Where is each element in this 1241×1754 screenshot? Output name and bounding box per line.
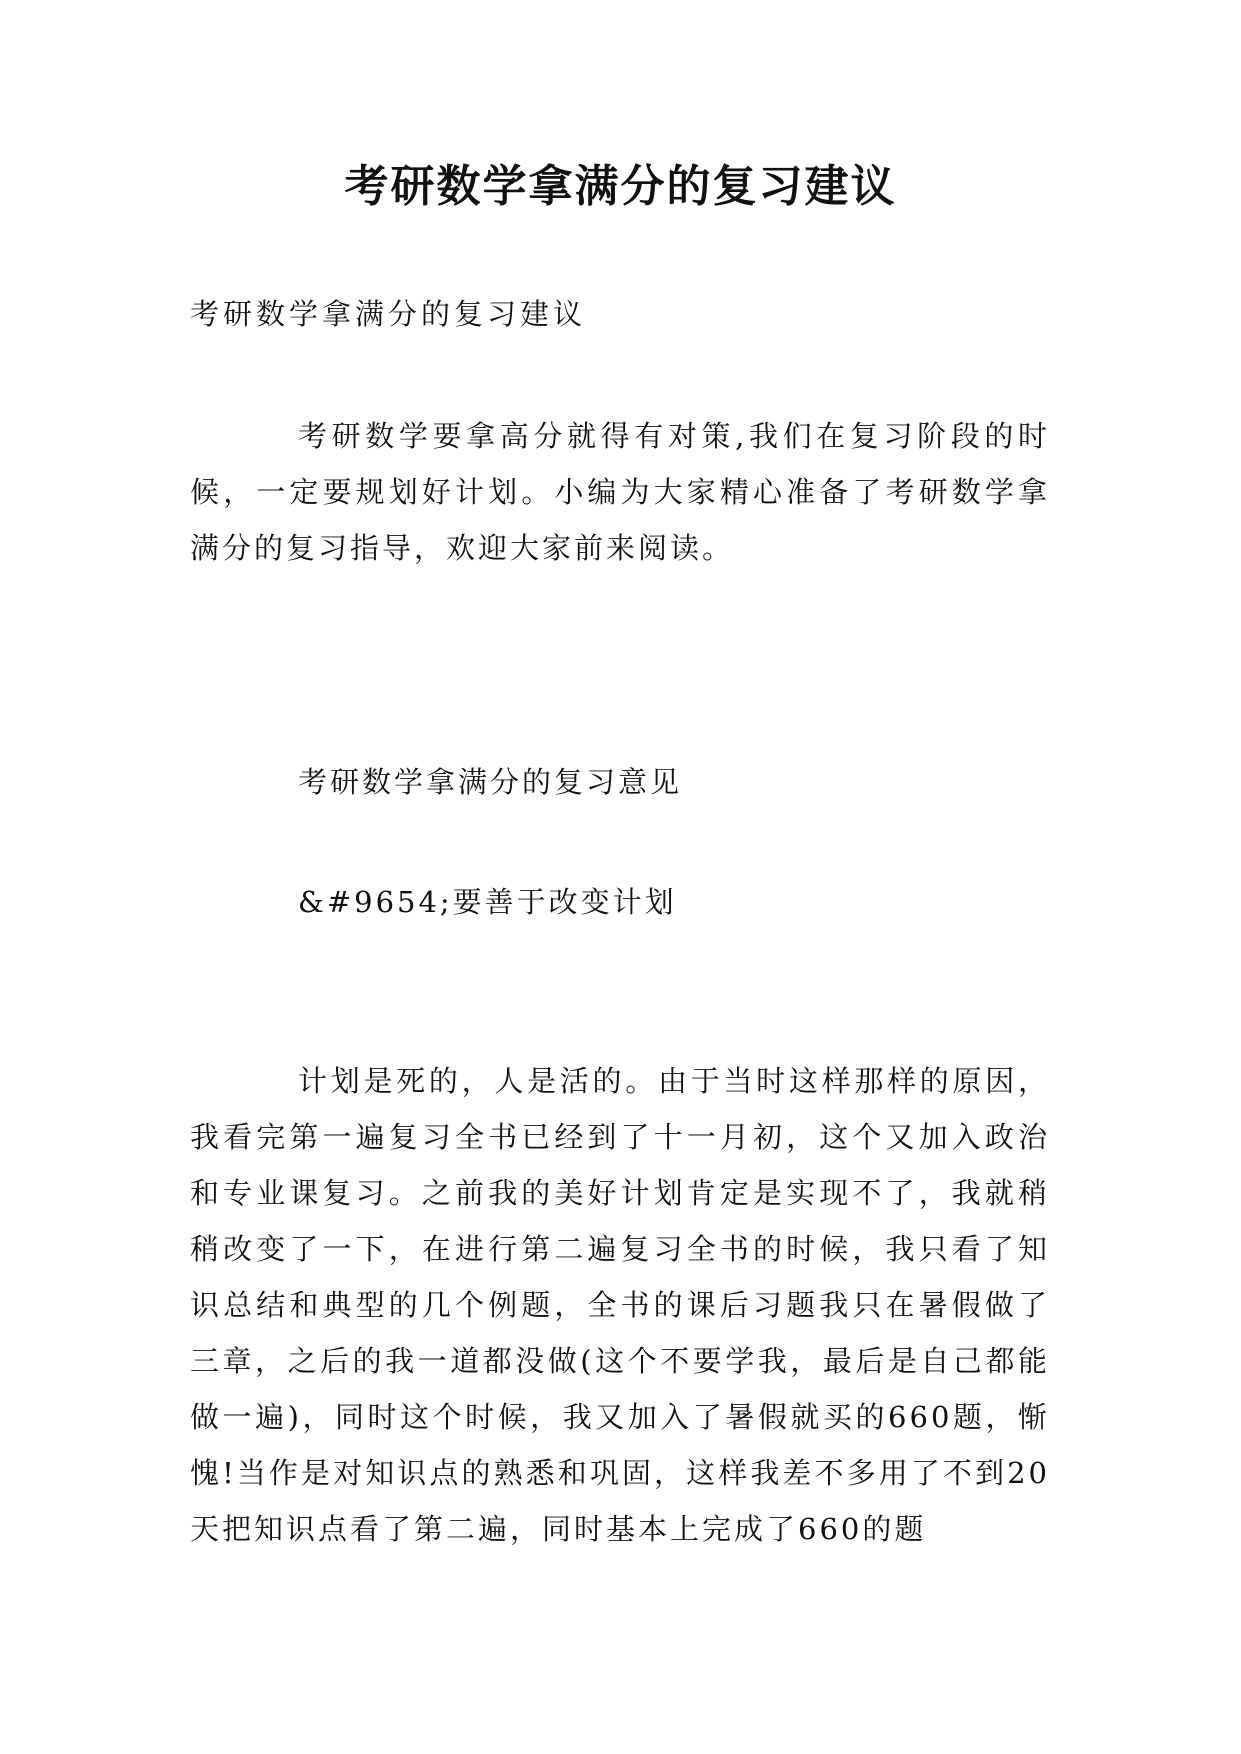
body-paragraph: 计划是死的，人是活的。由于当时这样那样的原因，我看完第一遍复习全书已经到了十一月初，这个又加入政治和专业课复习。之前我的美好计划肯定是实现不了，我就稍稍改变了一下，在进行第二遍复习全书的时候，我只看了知识总结和典型的几个例题，全书的课后习题我只在暑假做了三章，之后的我一道都没做(这个不要学我，最后是自己都能做一遍)，同时这个时候，我又加入了暑假就买的660题，惭愧!当作是对知识点的熟悉和巩固，这样我差不多用了不到20天把知识点看了第二遍，同时基本上完成了660的题 bbox=[190, 1064, 1050, 1546]
intro-paragraph: 考研数学要拿高分就得有对策,我们在复习阶段的时候，一定要规划好计划。小编为大家精心准备了考研数学拿满分的复习指导，欢迎大家前来阅读。 bbox=[190, 419, 1050, 565]
document-title: 考研数学拿满分的复习建议 bbox=[344, 161, 897, 212]
document-subtitle: 考研数学拿满分的复习建议 bbox=[190, 297, 587, 331]
section-title: 考研数学拿满分的复习意见 bbox=[298, 765, 683, 799]
section-subtitle: &#9654;要善于改变计划 bbox=[298, 885, 677, 919]
